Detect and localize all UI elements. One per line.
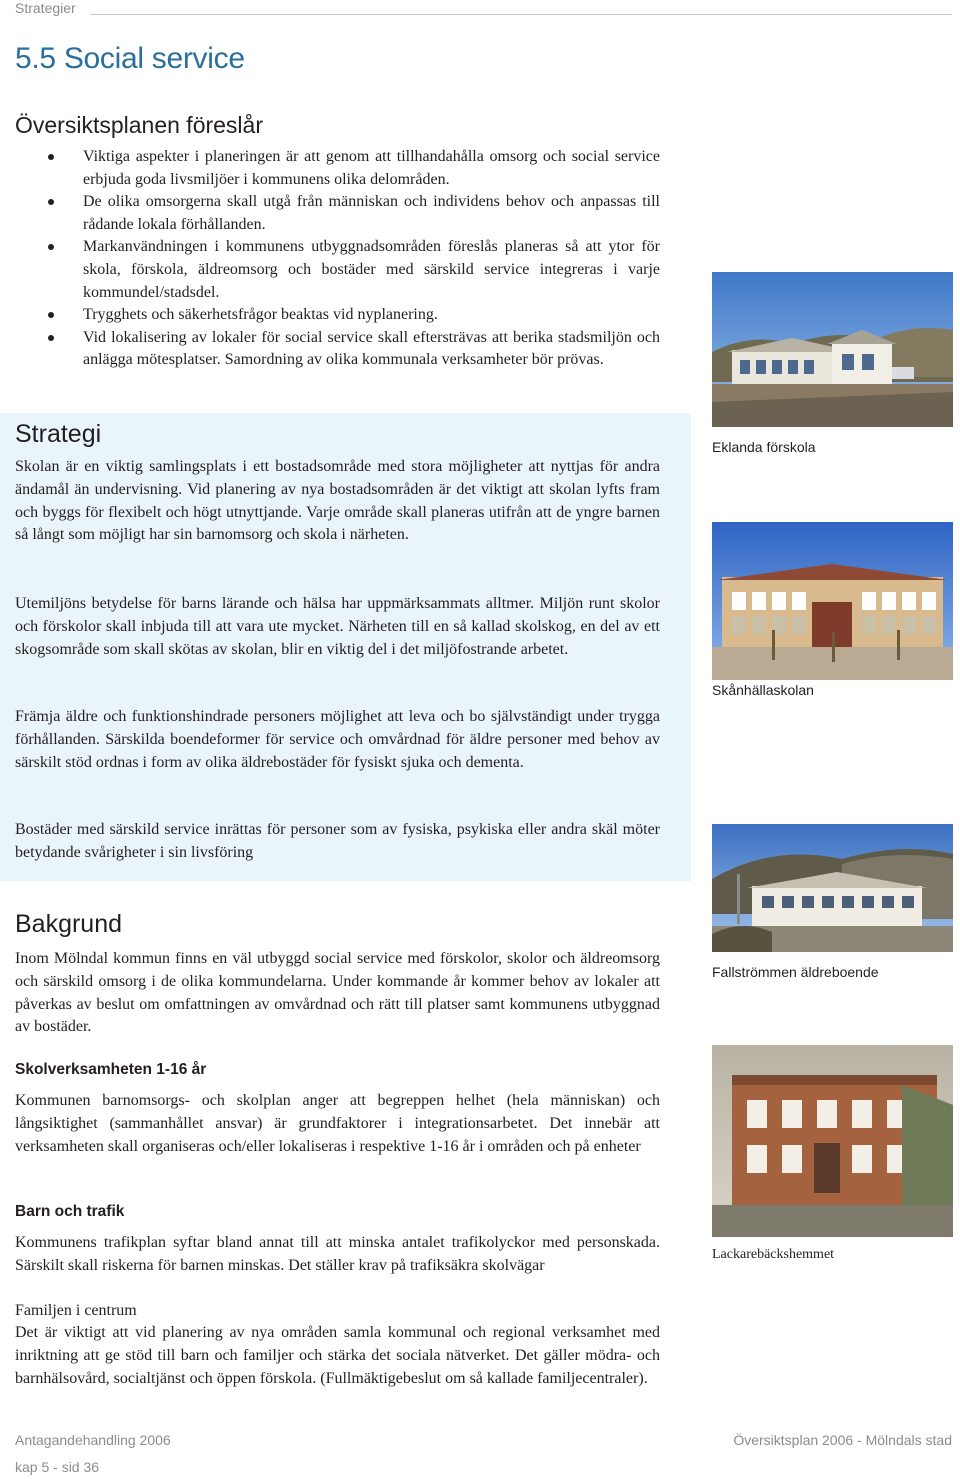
page-number: kap 5 - sid 36 bbox=[15, 1459, 100, 1475]
list-item: Vid lokalisering av lokaler för social service skall eftersträvas att berika stadsmiljön och anlägga mötesplatser. Samordning av olika kommunala verksamheter bör prövas. bbox=[48, 327, 660, 372]
school-heading: Skolverksamheten 1-16 år bbox=[15, 1061, 207, 1078]
proposal-heading: Översiktsplanen föreslår bbox=[15, 112, 263, 138]
list-item: De olika omsorgerna skall utgå från människan och individens behov och anpassas till rådande lokala förhållanden. bbox=[48, 191, 660, 236]
background-intro: Inom Mölndal kommun finns en väl utbyggd social service med förskolor, skolor och äldreomsorg och särskild omsorg i de olika kommundelarna. Under kommande år kommer behov av lokaler att påverkas av beslut om omfattningen av omvårdnad och rätt till platser samt kommunens utbyggnad av bostäder. bbox=[15, 950, 660, 1036]
bullet-icon bbox=[48, 244, 54, 250]
background-heading: Bakgrund bbox=[15, 910, 123, 938]
caption-fallstrommen: Fallströmmen äldreboende bbox=[712, 964, 879, 980]
strategy-heading: Strategi bbox=[15, 420, 102, 448]
strategy-paragraph: Bostäder med särskild service inrättas för personer som av fysiska, psykiska eller andra skäl möter betydande svårigheter i sin livsföring bbox=[15, 821, 660, 861]
bullet-icon bbox=[48, 335, 54, 341]
caption-lackareback: Lackarebäckshemmet bbox=[712, 1247, 835, 1262]
family-text: Det är viktigt att vid planering av nya områden samla kommunal och regional verksamhet med inriktning att ge stöd till barn och familjer och stärka det sociala nätverket. Det gäller mödra- och barnhälsovård, socialtjänst och öppen förskola. (Fullmäktigebeslut om så kallade familjecentraler). bbox=[15, 1324, 660, 1387]
traffic-heading: Barn och trafik bbox=[15, 1203, 125, 1220]
proposal-list bbox=[48, 146, 660, 372]
bullet-icon bbox=[48, 312, 54, 318]
page-title: 5.5 Social service bbox=[15, 42, 245, 75]
strategy-paragraph: Skolan är en viktig samlingsplats i ett bostadsområde med stora möjligheter att nyttjas för andra ändamål än undervisning. Vid planering av nya bostadsområden är det viktigt att skolan lyfts fram och byggs för flexibelt och högt utnyttjande. Varje område skall planeras utifrån att de yngre barnen så långt som möjligt har sin barnomsorg och skola i närheten. bbox=[15, 458, 660, 544]
list-item: Trygghets och säkerhetsfrågor beaktas vid nyplanering. bbox=[48, 304, 660, 327]
building-photo-icon bbox=[712, 522, 953, 680]
footer-document-title: Översiktsplan 2006 - Mölndals stad bbox=[733, 1432, 952, 1448]
caption-skanhalla: Skånhällaskolan bbox=[712, 682, 814, 698]
footer-document-status: Antagandehandling 2006 bbox=[15, 1432, 171, 1448]
photo-eklanda bbox=[712, 272, 953, 427]
family-line: Familjen i centrum bbox=[15, 1302, 137, 1319]
list-item: Viktiga aspekter i planeringen är att genom att tillhandahålla omsorg och social service erbjuda goda livsmiljöer i kommunens olika delområden. bbox=[48, 146, 660, 191]
header-rule bbox=[90, 14, 952, 15]
building-photo-icon bbox=[712, 824, 953, 952]
building-photo-icon bbox=[712, 1045, 953, 1237]
photo-skanhalla bbox=[712, 522, 953, 680]
caption-eklanda: Eklanda förskola bbox=[712, 439, 816, 455]
traffic-text: Kommunens trafikplan syftar bland annat till att minska antalet trafikolyckor med personskada. Särskilt skall riskerna för barnen minskas. Det ställer krav på trafiksäkra skolvägar bbox=[15, 1234, 660, 1274]
school-text: Kommunen barnomsorgs- och skolplan anger att begreppen helhet (hela människan) och långsiktighet (sammanhållet ansvar) är grundfaktorer i integrationsarbetet. Det innebär att verksamheten skall organiseras och/eller lokaliseras i respektive 1-16 år i områden och på enheter bbox=[15, 1092, 660, 1155]
bullet-icon bbox=[48, 154, 54, 160]
strategy-paragraph: Utemiljöns betydelse för barns lärande och hälsa har uppmärksammats alltmer. Miljön runt skolor och förskolor skall inbjuda till att vara ute mycket. Närheten till en så kallad skolskog, en del av ett skogsområde som skall skötas av skolan, blir en viktig del i det miljöfostrande arbetet. bbox=[15, 595, 660, 658]
list-item: Markanvändningen i kommunens utbyggnadsområden föreslås planeras så att ytor för skola, förskola, äldreomsorg och bostäder med särskild service integreras i varje kommundel/stadsdel. bbox=[48, 236, 660, 304]
photo-lackareback bbox=[712, 1045, 953, 1237]
section-label: Strategier bbox=[15, 0, 76, 16]
photo-fallstrommen bbox=[712, 824, 953, 952]
bullet-icon bbox=[48, 199, 54, 205]
building-photo-icon bbox=[712, 272, 953, 427]
strategy-paragraph: Främja äldre och funktionshindrade personers möjlighet att leva och bo självständigt under trygga förhållanden. Särskilda boendeformer för service och omvårdnad för äldre personer med behov av särskilt stöd ordnas i form av olika äldrebostäder för fysiskt sjuka och dementa. bbox=[15, 708, 660, 771]
